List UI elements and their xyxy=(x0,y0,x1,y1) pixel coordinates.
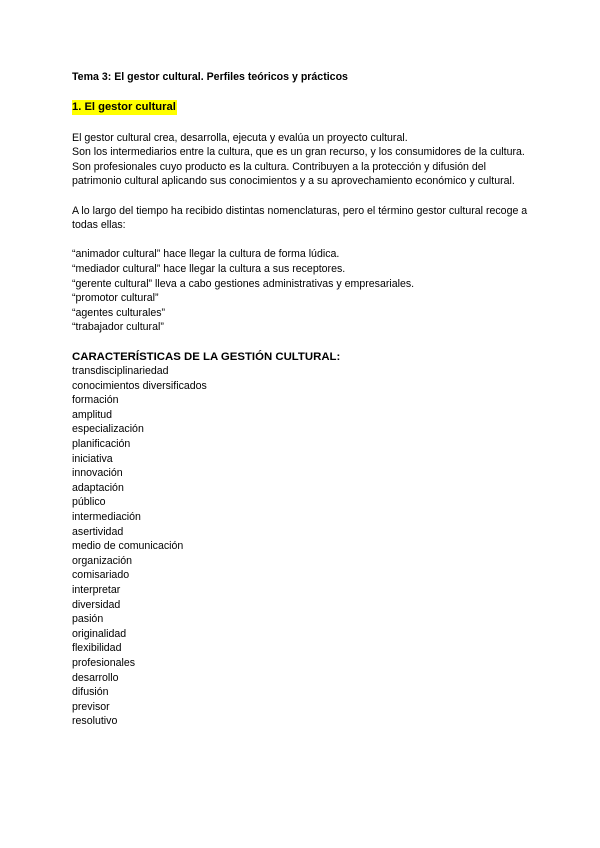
list-item: amplitud xyxy=(72,408,113,421)
list-item: formación xyxy=(72,394,119,407)
list-item: interpretar xyxy=(72,584,121,596)
list-item: “animador cultural” hace llegar la cultura de forma lúdica. xyxy=(72,248,340,261)
list-item: “trabajador cultural” xyxy=(72,321,164,334)
document-page xyxy=(72,70,532,729)
section-heading-gestor-cultural xyxy=(72,100,532,116)
list-item: “gerente cultural” lleva a cabo gestiones administrativas y empresariales. xyxy=(72,277,415,290)
spacer xyxy=(72,335,532,350)
spacer xyxy=(72,233,532,248)
document-title: Tema 3: El gestor cultural. Perfiles teóricos y prácticos xyxy=(72,71,348,83)
list-item: asertividad xyxy=(72,525,124,538)
list-item: innovación xyxy=(72,467,123,480)
list-item: comisariado xyxy=(72,569,130,582)
list-item: originalidad xyxy=(72,627,127,640)
list-item: desarrollo xyxy=(72,671,119,684)
list-item: especialización xyxy=(72,423,144,436)
list-item: intermediación xyxy=(72,511,141,524)
list-item: “agentes culturales” xyxy=(72,306,166,319)
list-item: “mediador cultural” hace llegar la cultura a sus receptores. xyxy=(72,262,346,275)
characteristics-heading: CARACTERÍSTICAS DE LA GESTIÓN CULTURAL: xyxy=(72,350,341,363)
paragraph-intermediaries: Son los intermediarios entre la cultura, que es un gran recurso, y los consumidores de la cultura. xyxy=(72,146,525,159)
list-item: “promotor cultural” xyxy=(72,292,159,305)
characteristics-list xyxy=(72,364,532,729)
list-item: medio de comunicación xyxy=(72,540,184,553)
list-item: previsor xyxy=(72,700,110,713)
list-item: organización xyxy=(72,554,133,567)
spacer xyxy=(72,116,532,131)
list-item: público xyxy=(72,496,106,509)
spacer xyxy=(72,189,532,204)
list-item: pasión xyxy=(72,613,104,626)
paragraph-nomenclature-intro: A lo largo del tiempo ha recibido distintas nomenclaturas, pero el término gestor cultural recoge a todas ellas: xyxy=(72,204,528,232)
highlighted-heading-text: 1. El gestor cultural xyxy=(72,101,176,113)
list-item: conocimientos diversificados xyxy=(72,379,207,392)
list-item: flexibilidad xyxy=(72,642,122,655)
list-item: planificación xyxy=(72,438,131,451)
paragraph-professionals: Son profesionales cuyo producto es la cultura. Contribuyen a la protección y difusión del patrimonio cultural aplicando sus conocimientos y a su aprovechamiento económico y cultural. xyxy=(72,160,515,188)
list-item: adaptación xyxy=(72,481,124,494)
list-item: diversidad xyxy=(72,598,121,611)
list-item: transdisciplinariedad xyxy=(72,365,169,378)
paragraph-definition: El gestor cultural crea, desarrolla, ejecuta y evalúa un proyecto cultural. xyxy=(72,131,408,144)
list-item: resolutivo xyxy=(72,715,118,728)
nomenclature-list xyxy=(72,247,532,335)
list-item: difusión xyxy=(72,686,109,699)
list-item: iniciativa xyxy=(72,452,113,465)
list-item: profesionales xyxy=(72,656,136,669)
